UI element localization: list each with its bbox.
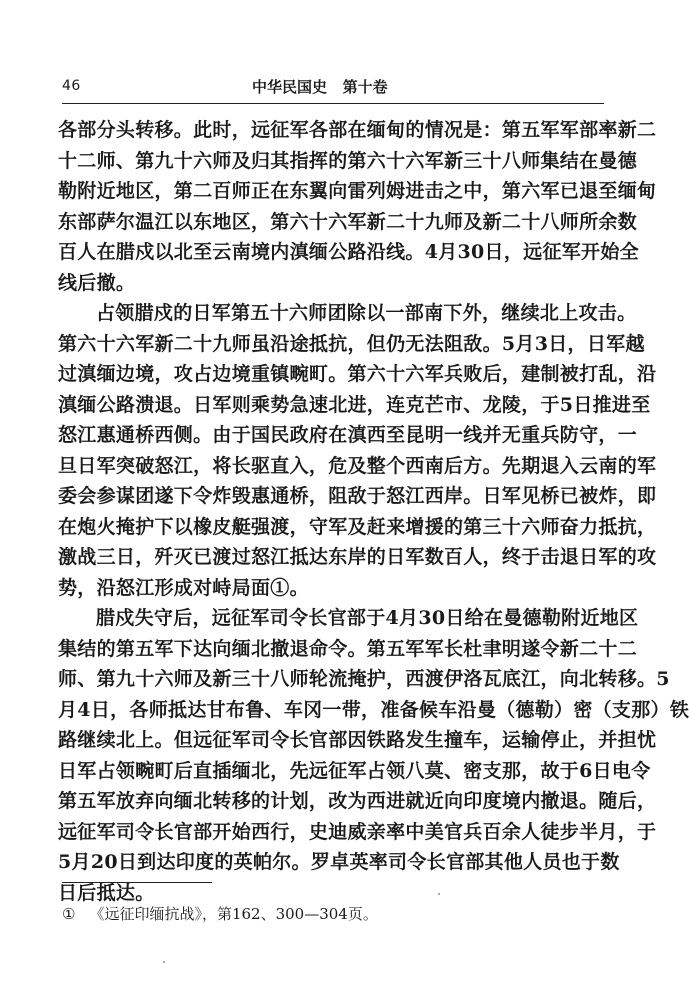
text-line: 勒附近地区，第二百师正在东翼向雷列姆进击之中，第六军已退至缅甸: [58, 180, 657, 202]
text-line: 日后抵达。: [58, 881, 155, 904]
text-line: 东部萨尔温江以东地区，第六十六军新二十九师及新二十八师所余数: [58, 210, 638, 233]
footnote-rule: [62, 882, 212, 883]
scan-speck: [163, 961, 165, 963]
text-line: 远征军司令长官部开始西行，史迪威亲率中美官兵百余人徒步半月，于: [58, 820, 657, 843]
text-line: 激战三日，歼灭已渡过怒江抵达东岸的日军数百人，终于击退日军的攻: [58, 546, 657, 568]
text-line: 集结的第五军下达向缅北撤退命令。第五军军长杜聿明遂令新二十二: [58, 637, 638, 660]
paragraph-start-line: 腊戍失守后，远征军司令长官部于4月30日给在曼德勒附近地区: [96, 607, 639, 629]
text-line: 第五军放弃向缅北转移的计划，改为西进就近向印度境内撤退。随后，: [58, 790, 657, 812]
text-line: 委会参谋团遂下令炸毁惠通桥，阻敌于怒江西岸。日军见桥已被炸，即: [58, 485, 657, 507]
text-line: 师、第九十六师及新三十八师轮流掩护，西渡伊洛瓦底江，向北转移。5: [58, 668, 670, 690]
text-line: 旦日军突破怒江，将长驱直入，危及整个西南后方。先期退入云南的军: [58, 454, 657, 477]
text-line: 各部分头转移。此时，远征军各部在缅甸的情况是：第五军军部率新二: [58, 119, 657, 141]
footnote-marker: ①: [62, 905, 76, 923]
body-text: [58, 115, 689, 908]
text-line: 在炮火掩护下以橡皮艇强渡，守军及赶来增援的第三十六师奋力抵抗，: [58, 515, 657, 538]
text-line: 线后撤。: [58, 271, 136, 294]
text-line: 百人在腊戍以北至云南境内滇缅公路沿线。4月30日，远征军开始全: [58, 241, 639, 263]
text-line: 路继续北上。但远征军司令长官部因铁路发生撞车，运输停止，并担忧: [58, 729, 657, 751]
scan-speck: [438, 893, 440, 895]
page-header: [62, 76, 598, 98]
page-number: 46: [62, 78, 81, 94]
text-line: 5月20日到达印度的英帕尔。罗卓英率司令长官部其他人员也于数: [58, 851, 620, 873]
header-rule: [62, 103, 604, 104]
footnote-text: 《远征印缅抗战》，第162、300—304页。: [89, 905, 378, 923]
footnote: [62, 903, 378, 924]
text-line: 势，沿怒江形成对峙局面①。: [58, 576, 309, 599]
text-line: 怒江惠通桥西侧。由于国民政府在滇西至昆明一线并无重兵防守，一: [58, 424, 638, 446]
text-line: 第六十六军新二十九师虽沿途抵抗，但仍无法阻敌。5月3日，日军越: [58, 332, 645, 355]
text-line: 月4日，各师抵达甘布鲁、车冈一带，准备候车沿曼（德勒）密（支那）铁: [58, 698, 689, 721]
text-line: 十二师、第九十六师及归其指挥的第六十六军新三十八师集结在曼德: [58, 149, 638, 172]
text-line: 过滇缅边境，攻占边境重镇畹町。第六十六军兵败后，建制被打乱，沿: [58, 363, 657, 385]
running-head: 中华民国史 第十卷: [252, 78, 388, 96]
text-line: 滇缅公路溃退。日军则乘势急速北进，连克芒市、龙陵，于5日推进至: [58, 393, 651, 416]
text-line: 日军占领畹町后直插缅北，先远征军占领八莫、密支那，故于6日电令: [58, 759, 651, 782]
paragraph-start-line: 占领腊戍的日军第五十六师团除以一部南下外，继续北上攻击。: [96, 302, 637, 324]
